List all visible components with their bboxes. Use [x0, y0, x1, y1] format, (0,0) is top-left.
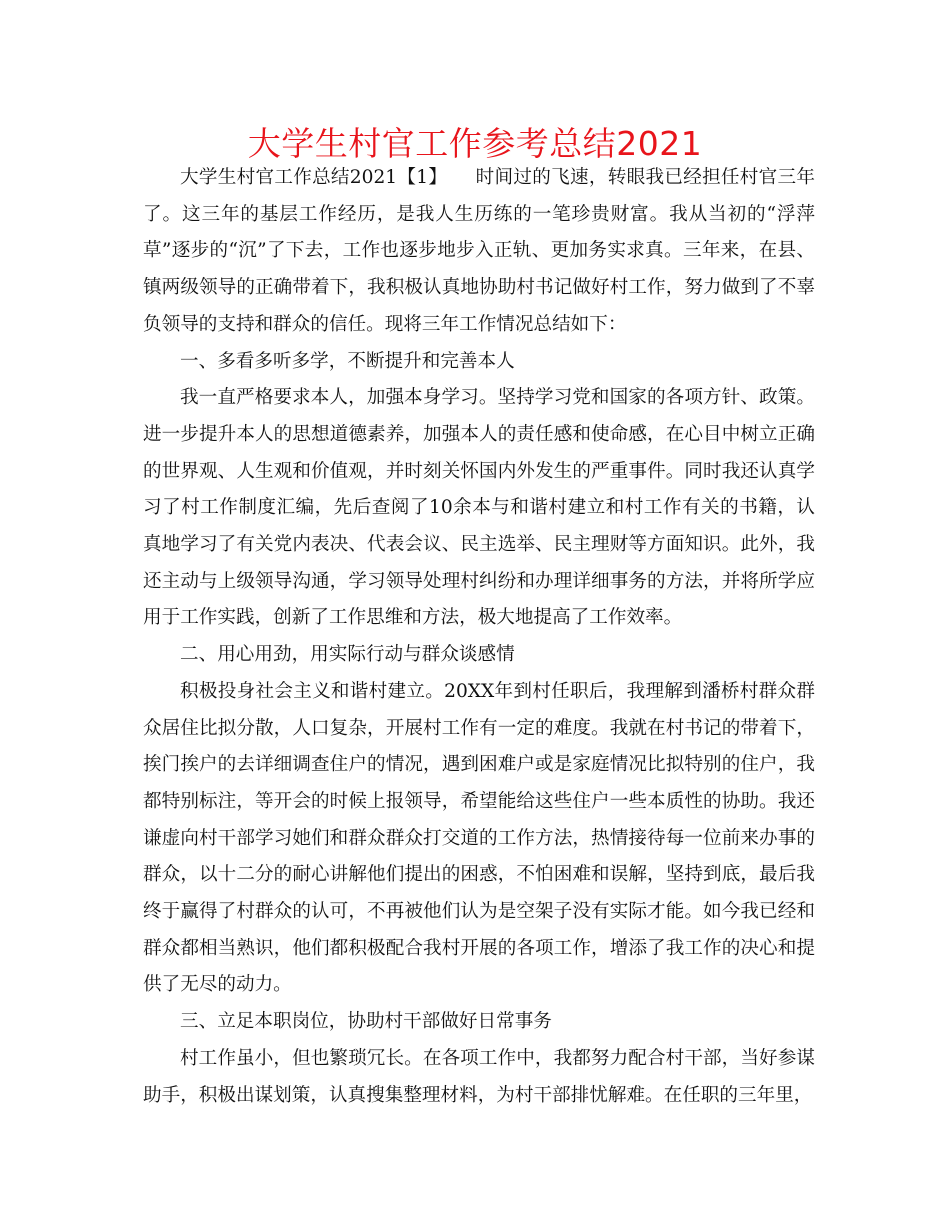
document-title: 大学生村官工作参考总结2021	[247, 124, 703, 163]
paragraph-section-2: 积极投身社会主义和谐村建立。20XX年到村任职后，我理解到潘桥村群众群众居住比拟分散，人口复杂，开展村工作有一定的难度。我就在村书记的带着下，挨门挨户的去详细调查住户的情况，遇到困难户或是家庭情况比拟特别的住户，我都特别标注，等开会的时候上报领导，希望能给这些住户一些本质性的协助。我还谦虚向村干部学习她们和群众群众打交道的工作方法，热情接待每一位前来办事的群众，以十二分的耐心讲解他们提出的困惑，不怕困难和误解，坚持到底，最后我终于赢得了村群众的认可，不再被他们认为是空架子没有实际才能。如今我已经和群众都相当熟识，他们都积极配合我村开展的各项工作，增添了我工作的决心和提供了无尽的动力。	[143, 680, 815, 996]
paragraph-section-1: 我一直严格要求本人，加强本身学习。坚持学习党和国家的各项方针、政策。进一步提升本人的思想道德素养，加强本人的责任感和使命感，在心目中树立正确的世界观、人生观和价值观，并时刻关怀国内外发生的严重事件。同时我还认真学习了村工作制度汇编，先后查阅了10余本与和谐村建立和村工作有关的书籍，认真地学习了有关党内表决、代表会议、民主选举、民主理财等方面知识。此外，我还主动与上级领导沟通，学习领导处理村纠纷和办理详细事务的方法，并将所学应用于工作实践，创新了工作思维和方法，极大地提高了工作效率。	[143, 387, 815, 629]
section-heading-3: 三、立足本职岗位，协助村干部做好日常事务	[180, 1011, 552, 1033]
paragraph-intro: 大学生村官工作总结2021【1】 时间过的飞速，转眼我已经担任村官三年了。这三年的基层工作经历，是我人生历练的一笔珍贵财富。我从当初的“浮萍草”逐步的“沉”了下去，工作也逐步地步入正轨、更加务实求真。三年来，在县、镇两级领导的正确带着下，我积极认真地协助村书记做好村工作，努力做到了不辜负领导的支持和群众的信任。现将三年工作情况总结如下：	[143, 167, 815, 335]
section-heading-2: 二、用心用劲，用实际行动与群众谈感情	[180, 644, 515, 666]
document-body	[143, 160, 815, 1114]
section-heading-1: 一、多看多听多学，不断提升和完善本人	[180, 350, 515, 372]
paragraph-section-3: 村工作虽小，但也繁琐冗长。在各项工作中，我都努力配合村干部，当好参谋助手，积极出谋划策，认真搜集整理材料，为村干部排忧解难。在任职的三年里，	[143, 1047, 815, 1106]
